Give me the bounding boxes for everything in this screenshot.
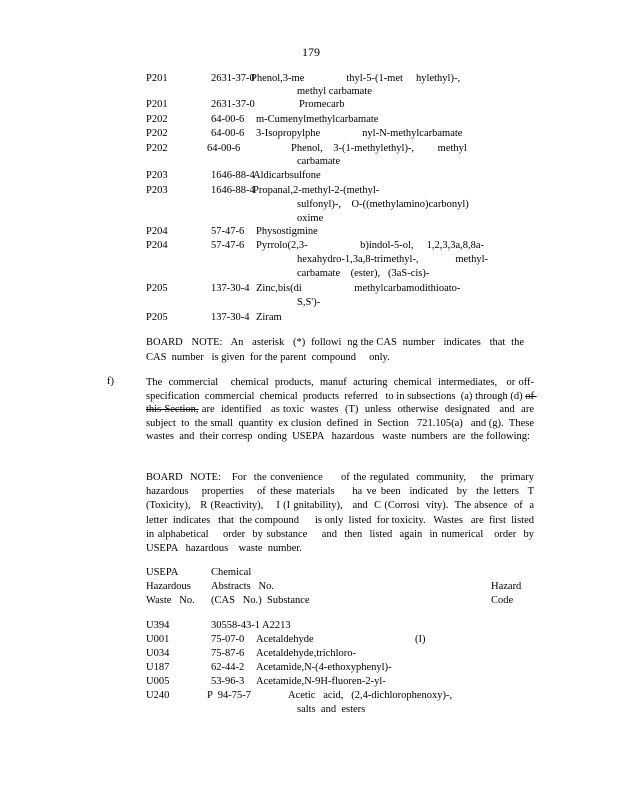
substance-line: Ziram (256, 312, 282, 323)
substance-line: sulfonyl)-, O-((methylamino)carbonyl) (297, 199, 469, 210)
waste-code: P202 (146, 114, 168, 125)
substance-line: Phenol,3-me thyl-5-(1-met hylethyl)-, (251, 73, 461, 84)
substance-line: oxime (297, 213, 324, 224)
substance-line: Acetaldehyde (256, 634, 314, 645)
cas-number: 57-47-6 (211, 226, 245, 237)
cas-number: 137-30-4 (211, 283, 250, 294)
waste-code: U034 (146, 648, 170, 659)
cas-number: 2631-37-0 (211, 99, 255, 110)
waste-code: P205 (146, 283, 168, 294)
hazard-code: (I) (415, 634, 426, 645)
header-abstracts-no: Abstracts No. (211, 581, 274, 592)
waste-code: U187 (146, 662, 170, 673)
substance-line: Acetamide,N-9H-fluoren-2-yl- (256, 676, 386, 687)
section-f-text-a: The commercial chemical products, manuf acturing chemical intermediates, or off-specification commercial chemical products referred to in subsections (a) through (d) (146, 377, 534, 402)
waste-code: U001 (146, 634, 170, 645)
waste-code: P203 (146, 170, 168, 181)
waste-code: P204 (146, 226, 168, 237)
board-note-cas: BOARD NOTE: An asterisk (*) followi ng the CAS number indicates that the CAS number is given for the parent compound only. (146, 337, 527, 363)
struck-text: of this Section, (146, 390, 537, 415)
cas-number: 2631-37-0 (211, 73, 255, 84)
cas-number: 75-07-0 (211, 634, 245, 645)
cas-number: 53-96-3 (211, 676, 245, 687)
board-note-properties: BOARD NOTE: For the convenience of the regulated community, the primary hazardous properties of these materials ha ve been indicated by the letters T (Toxicity), R (Reactivity), I (I gnitability), and C (Corrosi vity). The absence of a letter indicates that the compound is only listed for toxicity. Wastes are first listed in alphabetical order by substance and then listed again in numerical order by USEPA hazardous waste number. (146, 472, 540, 555)
waste-code: P202 (146, 128, 168, 139)
substance-line: hexahydro-1,3a,8-trimethyl-, methyl- (297, 254, 488, 265)
waste-code: U240 (146, 690, 170, 701)
cas-number: 30558-43-1 (211, 620, 260, 631)
waste-code: P204 (146, 240, 168, 251)
header-hazard: Hazard (491, 581, 522, 592)
substance-line: S,S')- (297, 297, 321, 308)
substance-line: Pyrrolo(2,3- b)indol-5-ol, 1,2,3,3a,8,8a- (256, 240, 485, 251)
cas-number: 137-30-4 (211, 312, 250, 323)
substance-line: m-Cumenylmethylcarbamate (256, 114, 379, 125)
waste-code: P201 (146, 73, 168, 84)
substance-line: salts and esters (297, 704, 366, 715)
section-f-text-b: are identified as toxic wastes (T) unless otherwise designated and are subject to the small quantity ex clusion defined in Section 721.105(a) and (g). These wastes and their corresp onding USEPA hazardous waste numbers are the following: (146, 404, 540, 442)
substance-line: Phenol, 3-(1-methylethyl)-, methyl (291, 143, 467, 154)
page-number: 179 (302, 45, 320, 59)
substance-line: Propanal,2-methyl-2-(methyl- (253, 185, 380, 196)
waste-code: P205 (146, 312, 168, 323)
cas-number: 64-00-6 (211, 128, 245, 139)
cas-number: 64-00-6 (207, 143, 241, 154)
cas-number: 1646-88-4 (211, 185, 255, 196)
substance-line: carbamate (ester), (3aS-cis)- (297, 268, 430, 279)
cas-number: 57-47-6 (211, 240, 245, 251)
cas-number: 64-00-6 (211, 114, 245, 125)
substance-line: Acetamide,N-(4-ethoxyphenyl)- (256, 662, 392, 673)
waste-code: U394 (146, 620, 170, 631)
header-waste-no: Waste No. (146, 595, 195, 606)
substance-line: Physostigmine (256, 226, 318, 237)
substance-line: Acetic acid, (2,4-dichlorophenoxy)-, (288, 690, 453, 701)
substance-line: A2213 (262, 620, 291, 631)
substance-line: methyl carbamate (297, 86, 372, 97)
cas-number: 62-44-2 (211, 662, 245, 673)
section-marker: f) (107, 376, 114, 387)
section-f-paragraph (146, 376, 540, 444)
header-hazardous: Hazardous (146, 581, 191, 592)
header-cas-substance: (CAS No.) Substance (211, 595, 310, 606)
waste-code: U005 (146, 676, 170, 687)
waste-code: P202 (146, 143, 168, 154)
header-chemical: Chemical (211, 567, 252, 578)
substance-line: Acetaldehyde,trichloro- (256, 648, 356, 659)
cas-number: P 94-75-7 (207, 690, 251, 701)
substance-line: 3-Isopropylphe nyl-N-methylcarbamate (256, 128, 463, 139)
header-usepa: USEPA (146, 567, 179, 578)
waste-code: P201 (146, 99, 168, 110)
waste-code: P203 (146, 185, 168, 196)
cas-number: 75-87-6 (211, 648, 245, 659)
substance-line: Promecarb (299, 99, 345, 110)
substance-line: Aldicarbsulfone (253, 170, 321, 181)
cas-number: 1646-88-4 (211, 170, 255, 181)
substance-line: Zinc,bis(di methylcarbamodithioato- (256, 283, 461, 294)
substance-line: carbamate (297, 156, 341, 167)
header-code: Code (491, 595, 514, 606)
